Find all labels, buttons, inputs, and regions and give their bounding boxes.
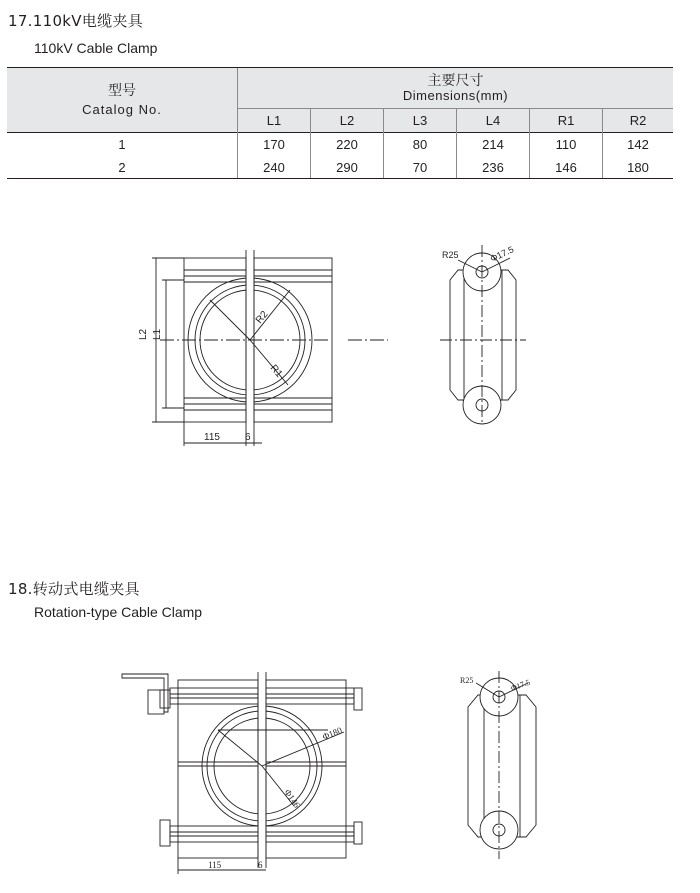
side-r25: R25	[460, 676, 474, 685]
table-row	[7, 133, 673, 157]
side-r25: R25	[442, 250, 459, 260]
model-header-en: Catalog No.	[82, 102, 162, 117]
row-value: 240	[238, 157, 311, 179]
rotation-bracket	[122, 674, 168, 712]
row-value: 180	[603, 157, 674, 179]
clamp-110kv-side-view	[430, 240, 540, 425]
dim-115: 115	[204, 432, 220, 443]
row-model: 2	[7, 157, 238, 179]
dim-header-l1: L1	[238, 109, 311, 133]
row-value: 142	[603, 133, 674, 157]
rotation-clamp-front-view	[118, 670, 368, 880]
label-l1: L1	[152, 328, 163, 340]
dims-header-en: Dimensions(mm)	[402, 88, 509, 103]
right-half-body	[266, 680, 346, 858]
row-value: 146	[530, 157, 603, 179]
dims-header	[238, 68, 674, 109]
row-value: 290	[311, 157, 384, 179]
side-phi: Φ17.5	[509, 677, 532, 693]
model-header-cn: 型号	[108, 82, 136, 98]
rotation-clamp-side-view	[450, 665, 560, 865]
dim-115: 115	[208, 860, 222, 870]
row-value: 236	[457, 157, 530, 179]
dims-header-cn: 主要尺寸	[427, 72, 484, 88]
row-value: 170	[238, 133, 311, 157]
label-phi146: Φ146	[282, 787, 303, 810]
side-phi: Φ17.5	[488, 244, 516, 264]
row-value: 80	[384, 133, 457, 157]
section-17-title: 17.110kV电缆夹具	[8, 12, 144, 30]
section-18-subtitle: Rotation-type Cable Clamp	[34, 604, 203, 620]
spec-table	[7, 67, 673, 179]
dim-header-r2: R2	[603, 109, 674, 133]
section-18-title: 18.转动式电缆夹具	[8, 580, 140, 598]
label-r2: R2	[253, 309, 271, 326]
row-model: 1	[7, 133, 238, 157]
dim-header-l3: L3	[384, 109, 457, 133]
dim-header-l4: L4	[457, 109, 530, 133]
table-row	[7, 157, 673, 179]
row-value: 214	[457, 133, 530, 157]
model-header	[7, 68, 238, 133]
row-value: 70	[384, 157, 457, 179]
dim-header-r1: R1	[530, 109, 603, 133]
label-l2: L2	[138, 328, 149, 340]
label-phi180: Φ180	[321, 725, 344, 742]
dim-6: 6	[245, 432, 251, 443]
section-17-subtitle: 110kV Cable Clamp	[34, 40, 158, 56]
row-value: 220	[311, 133, 384, 157]
left-half-body	[178, 680, 258, 858]
dim-6: 6	[258, 860, 263, 870]
row-value: 110	[530, 133, 603, 157]
label-r1: R1	[267, 362, 285, 380]
clamp-110kv-front-view	[130, 240, 400, 455]
dim-header-l2: L2	[311, 109, 384, 133]
